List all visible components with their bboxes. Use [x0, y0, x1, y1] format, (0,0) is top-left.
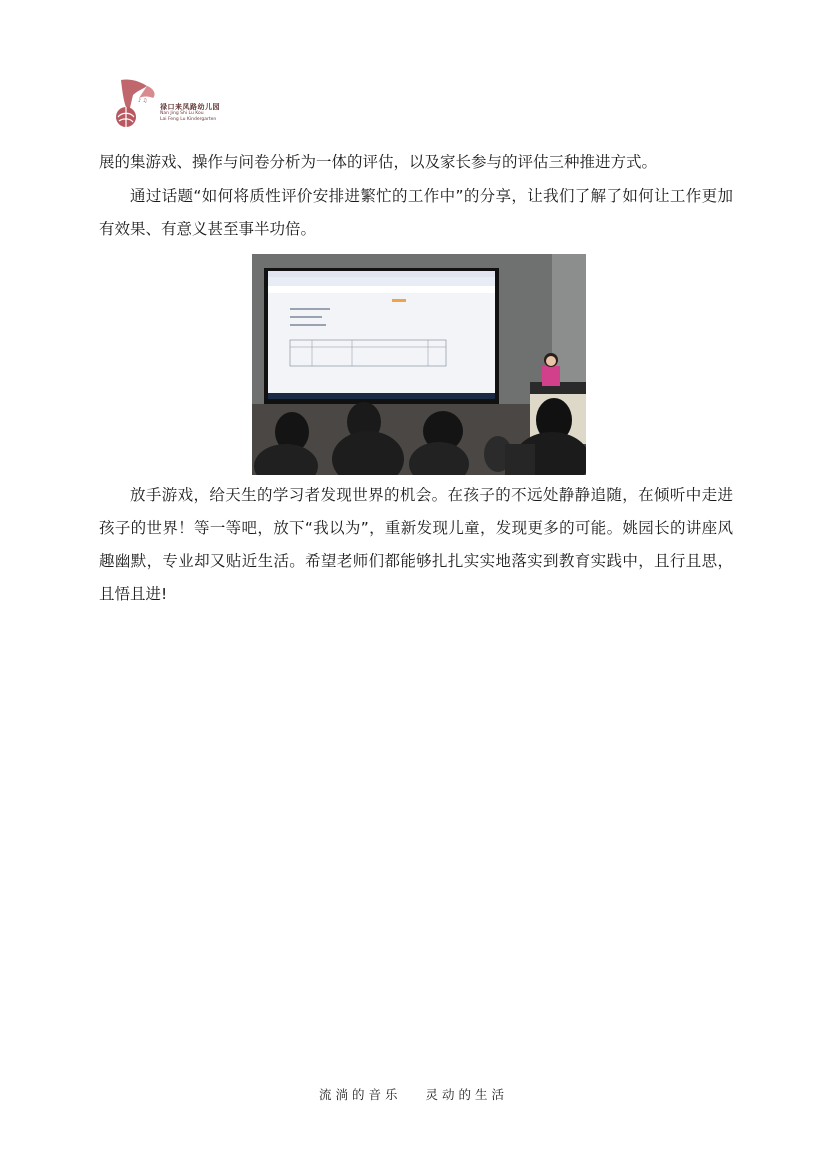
logo-mark-icon: [113, 76, 161, 130]
logo-name-en-1: Nan Jing Shi Lu Kou: [160, 111, 204, 116]
footer-left-text: 流淌的音乐: [318, 1087, 402, 1102]
svg-text:♪ ♫: ♪ ♫: [138, 98, 148, 104]
logo-text: [160, 103, 220, 123]
paragraph-3: 放手游戏，给天生的学习者发现世界的机会。在孩子的不远处静静追随，在倾听中走进孩子的世界！等一等吧，放下“我以为”，重新发现儿童，发现更多的可能。姚园长的讲座风趣幽默，专业却又贴近生活。希望老师们都能够扎扎实实地落实到教育实践中，且行且思，且悟且进!: [99, 486, 733, 603]
logo-name-cn: 禄口来凤路幼儿园: [160, 103, 220, 111]
lecture-photo-image: [252, 254, 586, 475]
paragraph-2: 通过话题“如何将质性评价安排进繁忙的工作中”的分享，让我们了解了如何让工作更加有效果、有意义甚至事半功倍。: [99, 187, 733, 238]
footer-right-text: 灵动的生活: [425, 1087, 509, 1102]
kindergarten-logo: [113, 76, 243, 132]
paragraph-1: 展的集游戏、操作与问卷分析为一体的评估，以及家长参与的评估三种推进方式。: [99, 153, 658, 171]
logo-name-en-2: Lai Feng Lu Kindergarten: [160, 117, 217, 122]
lecture-photo: [252, 254, 586, 475]
page-footer: [0, 1085, 827, 1103]
